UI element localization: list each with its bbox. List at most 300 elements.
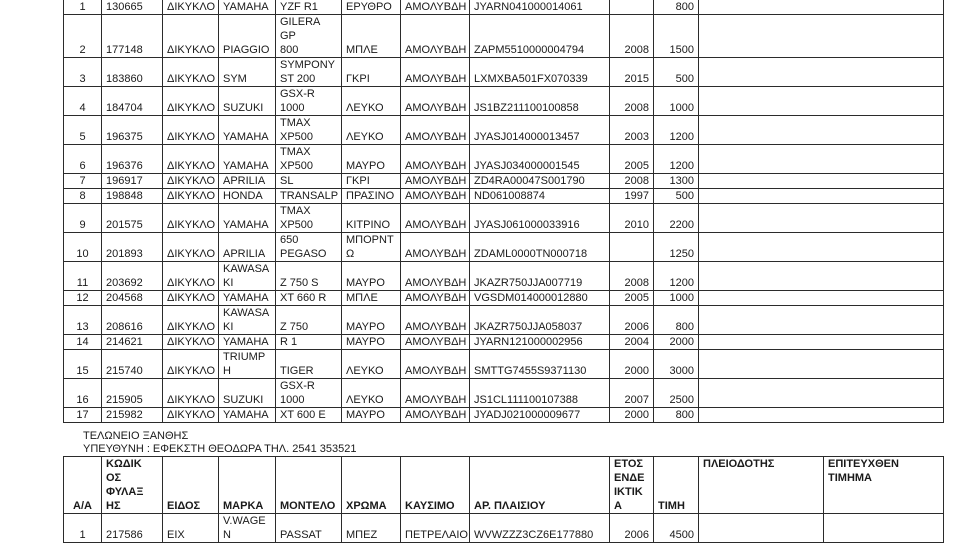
cell-model bbox=[276, 145, 342, 174]
cell-model bbox=[276, 291, 342, 306]
cell-make bbox=[219, 58, 276, 87]
cell-price: 800 bbox=[654, 408, 699, 423]
table-row bbox=[64, 145, 944, 174]
cell-aa: 12 bbox=[64, 291, 102, 306]
table-row bbox=[64, 204, 944, 233]
cell-make-line: APRILIA bbox=[223, 248, 266, 260]
header-achieved bbox=[824, 457, 944, 514]
cell-year: 1997 bbox=[610, 189, 654, 204]
cell-make-line: SUZUKI bbox=[223, 394, 264, 406]
cell-fuel: ΑΜΟΛΥΒΔΗ bbox=[401, 0, 470, 15]
cell-fuel: ΑΜΟΛΥΒΔΗ bbox=[401, 408, 470, 423]
cell-model-line: 650 bbox=[280, 234, 299, 246]
cell-aa: 15 bbox=[64, 350, 102, 379]
cell-fuel: ΑΜΟΛΥΒΔΗ bbox=[401, 189, 470, 204]
cell-model-line: 1000 bbox=[280, 394, 305, 406]
cell-make bbox=[219, 145, 276, 174]
cell-year bbox=[610, 0, 654, 15]
cell-model bbox=[276, 350, 342, 379]
cell-year: 2010 bbox=[610, 204, 654, 233]
cell-make-line: YAMAHA bbox=[223, 292, 269, 304]
table-row bbox=[64, 350, 944, 379]
cell-color-line: ΜΑΥΡΟ bbox=[346, 160, 385, 172]
cell-fuel: ΑΜΟΛΥΒΔΗ bbox=[401, 204, 470, 233]
cell-color-line: ΜΑΥΡΟ bbox=[346, 336, 385, 348]
table-row bbox=[64, 15, 944, 58]
customs-office-label: ΤΕΛΩΝΕΙΟ ΞΑΝΘΗΣ bbox=[83, 430, 189, 442]
cell-price: 1200 bbox=[654, 262, 699, 291]
cell-chassis: JYASJ014000013457 bbox=[470, 116, 610, 145]
cell-make bbox=[219, 204, 276, 233]
table-row bbox=[64, 116, 944, 145]
cell-blank bbox=[699, 58, 944, 87]
cell-make-line: YAMAHA bbox=[223, 160, 269, 172]
cell-model-line: TIGER bbox=[280, 365, 314, 377]
cell-model-line: GSX-R bbox=[280, 380, 315, 392]
cell-color-line: ΜΑΥΡΟ bbox=[346, 277, 385, 289]
cell-year: 2005 bbox=[610, 291, 654, 306]
cell-code: 215982 bbox=[102, 408, 163, 423]
cell-chassis: JS1CL111100107388 bbox=[470, 379, 610, 408]
cell-code: 184704 bbox=[102, 87, 163, 116]
header-year-line: Α bbox=[614, 500, 622, 512]
cell-model bbox=[276, 262, 342, 291]
header-code-line: ΚΩΔΙΚ bbox=[106, 458, 142, 470]
cell-model bbox=[276, 87, 342, 116]
cell-code: 183860 bbox=[102, 58, 163, 87]
cell-year: 2008 bbox=[610, 15, 654, 58]
cell-make-line: YAMAHA bbox=[223, 131, 269, 143]
cell-year: 2003 bbox=[610, 116, 654, 145]
cell-aa: 3 bbox=[64, 58, 102, 87]
cell-blank bbox=[699, 262, 944, 291]
cell-year bbox=[610, 233, 654, 262]
cell-make bbox=[219, 87, 276, 116]
cell-aa: 10 bbox=[64, 233, 102, 262]
cell-make bbox=[219, 189, 276, 204]
cell-fuel: ΑΜΟΛΥΒΔΗ bbox=[401, 15, 470, 58]
header-code bbox=[102, 457, 163, 514]
cell-price: 3000 bbox=[654, 350, 699, 379]
cell-aa: 17 bbox=[64, 408, 102, 423]
cell-aa: 8 bbox=[64, 189, 102, 204]
responsible-contact-label: ΥΠΕΥΘΥΝΗ : ΕΦΕΚΣΤΗ ΘΕΟΔΩΡΑ ΤΗΛ. 2541 353521 bbox=[83, 443, 357, 455]
cell-color bbox=[342, 335, 401, 350]
cell-color-line: ΛΕΥΚΟ bbox=[346, 102, 384, 114]
cell-model-line: 800 bbox=[280, 44, 299, 56]
cell-make bbox=[219, 379, 276, 408]
cell-code: 196376 bbox=[102, 145, 163, 174]
cell-model-line: XP500 bbox=[280, 219, 314, 231]
cell-price: 2200 bbox=[654, 204, 699, 233]
cell-model bbox=[276, 233, 342, 262]
cell-code: 214621 bbox=[102, 335, 163, 350]
cell-make bbox=[219, 335, 276, 350]
cell-type: ΔΙΚΥΚΛΟ bbox=[163, 379, 219, 408]
cell-model-line: TRANSALP bbox=[280, 190, 339, 202]
table-row bbox=[64, 189, 944, 204]
cell-year: 2000 bbox=[610, 408, 654, 423]
cell-make-line: APRILIA bbox=[223, 175, 266, 187]
cell-type: ΔΙΚΥΚΛΟ bbox=[163, 145, 219, 174]
cell-fuel: ΑΜΟΛΥΒΔΗ bbox=[401, 291, 470, 306]
header-fuel: ΚΑΥΣΙΜΟ bbox=[401, 457, 470, 514]
cell-price: 1200 bbox=[654, 116, 699, 145]
cell-model bbox=[276, 15, 342, 58]
cell-model-line: XP500 bbox=[280, 131, 314, 143]
cell-make-line: KI bbox=[223, 277, 234, 289]
cell-model-line: YZF R1 bbox=[280, 1, 318, 13]
header-aa: Α/Α bbox=[64, 457, 102, 514]
cell-color bbox=[342, 145, 401, 174]
cell-make bbox=[219, 0, 276, 15]
cell-color-line: ΜΠΛΕ bbox=[346, 44, 378, 56]
cell-code: 130665 bbox=[102, 0, 163, 15]
cell-color-line: ΜΑΥΡΟ bbox=[346, 409, 385, 421]
cell-make bbox=[219, 350, 276, 379]
cell-blank bbox=[699, 189, 944, 204]
cell-code: 196917 bbox=[102, 174, 163, 189]
cell-chassis: ND061008874 bbox=[470, 189, 610, 204]
cell-type: ΔΙΚΥΚΛΟ bbox=[163, 15, 219, 58]
cell-make bbox=[219, 233, 276, 262]
cell-model-line: SYMPONY bbox=[280, 59, 336, 71]
cell-model-line: XP500 bbox=[280, 160, 314, 172]
cell-code: 217586 bbox=[102, 514, 163, 543]
cell-model-line: 1000 bbox=[280, 102, 305, 114]
header-year-line: ΕΤΟΣ bbox=[614, 458, 644, 470]
cell-color bbox=[342, 174, 401, 189]
cell-color bbox=[342, 262, 401, 291]
header-make: ΜΑΡΚΑ bbox=[219, 457, 276, 514]
cell-chassis: JKAZR750JJA007719 bbox=[470, 262, 610, 291]
cell-type: ΔΙΚΥΚΛΟ bbox=[163, 233, 219, 262]
cell-color-line: ΓΚΡΙ bbox=[346, 73, 370, 85]
cell-model-line: Z 750 bbox=[280, 321, 309, 333]
cell-blank bbox=[699, 350, 944, 379]
cell-make-line: TRIUMP bbox=[223, 351, 266, 363]
cell-color-line: ΜΑΥΡΟ bbox=[346, 321, 385, 333]
cell-price: 800 bbox=[654, 0, 699, 15]
cell-aa: 16 bbox=[64, 379, 102, 408]
cell-aa: 7 bbox=[64, 174, 102, 189]
cell-year: 2008 bbox=[610, 87, 654, 116]
header-price: ΤΙΜΗ bbox=[654, 457, 699, 514]
cell-chassis: JS1BZ211100100858 bbox=[470, 87, 610, 116]
cell-price: 1000 bbox=[654, 87, 699, 116]
header-achieved-line: ΕΠΙΤΕΥΧΘΕΝ bbox=[828, 458, 899, 470]
cell-color bbox=[342, 116, 401, 145]
cell-aa: 11 bbox=[64, 262, 102, 291]
cell-model-line: TMAX bbox=[280, 117, 311, 129]
cell-model-line: R 1 bbox=[280, 336, 298, 348]
cell-make-line: YAMAHA bbox=[223, 219, 269, 231]
cell-model bbox=[276, 0, 342, 15]
cell-code: 177148 bbox=[102, 15, 163, 58]
cell-color bbox=[342, 306, 401, 335]
cell-chassis: JYADJ021000009677 bbox=[470, 408, 610, 423]
cell-aa: 1 bbox=[64, 0, 102, 15]
header-chassis: ΑΡ. ΠΛΑΙΣΙΟΥ bbox=[470, 457, 610, 514]
cell-model-line: XT 600 E bbox=[280, 409, 326, 421]
cell-type: ΔΙΚΥΚΛΟ bbox=[163, 0, 219, 15]
cell-year: 2000 bbox=[610, 350, 654, 379]
cell-model-line: SL bbox=[280, 175, 294, 187]
cell-chassis: VGSDM014000012880 bbox=[470, 291, 610, 306]
cell-color-line: ΠΡΑΣΙΝΟ bbox=[346, 190, 395, 202]
cell-type: ΔΙΚΥΚΛΟ bbox=[163, 262, 219, 291]
cell-fuel: ΑΜΟΛΥΒΔΗ bbox=[401, 379, 470, 408]
vehicles-table-cars bbox=[63, 456, 944, 543]
cell-price: 4500 bbox=[654, 514, 699, 543]
cell-year: 2015 bbox=[610, 58, 654, 87]
cell-fuel: ΑΜΟΛΥΒΔΗ bbox=[401, 306, 470, 335]
header-code-line: ΗΣ bbox=[106, 500, 121, 512]
cell-model-line: TMAX bbox=[280, 146, 311, 158]
cell-model bbox=[276, 58, 342, 87]
cell-make-line: KAWASA bbox=[223, 263, 270, 275]
cell-model-line: Z 750 S bbox=[280, 277, 319, 289]
cell-make bbox=[219, 174, 276, 189]
cell-price: 800 bbox=[654, 306, 699, 335]
cell-type: ΔΙΚΥΚΛΟ bbox=[163, 335, 219, 350]
cell-model-line: ST 200 bbox=[280, 73, 316, 85]
cell-color-line: ΚΙΤΡΙΝΟ bbox=[346, 219, 391, 231]
cell-code: 201575 bbox=[102, 204, 163, 233]
cell-blank bbox=[699, 233, 944, 262]
cell-year: 2006 bbox=[610, 306, 654, 335]
cell-type: ΔΙΚΥΚΛΟ bbox=[163, 189, 219, 204]
cell-fuel: ΑΜΟΛΥΒΔΗ bbox=[401, 58, 470, 87]
table-row bbox=[64, 174, 944, 189]
cell-fuel: ΑΜΟΛΥΒΔΗ bbox=[401, 335, 470, 350]
cell-price: 2000 bbox=[654, 335, 699, 350]
cell-color-line: ΜΠΟΡΝΤ bbox=[346, 234, 394, 246]
cell-type: ΕΙΧ bbox=[163, 514, 219, 543]
header-bidder: ΠΛΕΙΟΔΟΤΗΣ bbox=[699, 457, 824, 514]
cell-make-line: KAWASA bbox=[223, 307, 270, 319]
cell-color: ΜΠΕΖ bbox=[342, 514, 401, 543]
cell-make-line: YAMAHA bbox=[223, 336, 269, 348]
cell-price: 1250 bbox=[654, 233, 699, 262]
cell-code: 196375 bbox=[102, 116, 163, 145]
cell-model-line: XT 660 R bbox=[280, 292, 327, 304]
cell-type: ΔΙΚΥΚΛΟ bbox=[163, 116, 219, 145]
cell-bidder bbox=[699, 514, 824, 543]
header-year bbox=[610, 457, 654, 514]
table-row bbox=[64, 335, 944, 350]
cell-model bbox=[276, 306, 342, 335]
cell-blank bbox=[699, 174, 944, 189]
cell-color-line: ΓΚΡΙ bbox=[346, 175, 370, 187]
cell-make bbox=[219, 116, 276, 145]
cell-price: 500 bbox=[654, 58, 699, 87]
cell-fuel: ΠΕΤΡΕΛΑΙΟ bbox=[401, 514, 470, 543]
cell-color-line: ΜΠΛΕ bbox=[346, 292, 378, 304]
cell-price: 1000 bbox=[654, 291, 699, 306]
cell-color bbox=[342, 15, 401, 58]
cell-model bbox=[276, 189, 342, 204]
cell-aa: 13 bbox=[64, 306, 102, 335]
cell-make bbox=[219, 408, 276, 423]
vehicles-table-motorcycles bbox=[63, 0, 944, 423]
header-year-line: ΙΚΤΙΚ bbox=[614, 486, 643, 498]
cell-color bbox=[342, 204, 401, 233]
cell-price: 1200 bbox=[654, 145, 699, 174]
header-year-line: ΕΝΔΕ bbox=[614, 472, 645, 484]
cell-type: ΔΙΚΥΚΛΟ bbox=[163, 350, 219, 379]
cell-blank bbox=[699, 291, 944, 306]
cell-color bbox=[342, 58, 401, 87]
cell-type: ΔΙΚΥΚΛΟ bbox=[163, 204, 219, 233]
cell-color bbox=[342, 379, 401, 408]
cell-color bbox=[342, 233, 401, 262]
cell-aa: 9 bbox=[64, 204, 102, 233]
cell-chassis: JYARN041000014061 bbox=[470, 0, 610, 15]
cell-color bbox=[342, 408, 401, 423]
cell-code: 208616 bbox=[102, 306, 163, 335]
cell-achieved bbox=[824, 514, 944, 543]
cell-model-line: GILERA GP bbox=[280, 16, 320, 42]
table-row bbox=[64, 262, 944, 291]
header-code-line: ΦΥΛΑΞ bbox=[106, 486, 144, 498]
cell-model bbox=[276, 379, 342, 408]
cell-blank bbox=[699, 116, 944, 145]
cell-code: 215905 bbox=[102, 379, 163, 408]
cell-make-line: YAMAHA bbox=[223, 1, 269, 13]
header-code-line: ΟΣ bbox=[106, 472, 122, 484]
cell-model bbox=[276, 116, 342, 145]
cell-make bbox=[219, 291, 276, 306]
cell-color-line: ΛΕΥΚΟ bbox=[346, 365, 384, 377]
cell-color bbox=[342, 87, 401, 116]
cell-color bbox=[342, 350, 401, 379]
cell-chassis: LXMXBA501FX070339 bbox=[470, 58, 610, 87]
cell-code: 215740 bbox=[102, 350, 163, 379]
cell-price: 500 bbox=[654, 189, 699, 204]
cell-blank bbox=[699, 335, 944, 350]
cell-blank bbox=[699, 408, 944, 423]
header-achieved-line: ΤΙΜΗΜΑ bbox=[828, 472, 872, 484]
cell-color-line: Ω bbox=[346, 248, 355, 260]
header-model: ΜΟΝΤΕΛΟ bbox=[276, 457, 342, 514]
cell-color-line: ΛΕΥΚΟ bbox=[346, 394, 384, 406]
cell-blank bbox=[699, 87, 944, 116]
cell-blank bbox=[699, 15, 944, 58]
cell-year: 2006 bbox=[610, 514, 654, 543]
cell-aa: 1 bbox=[64, 514, 102, 543]
cell-model bbox=[276, 174, 342, 189]
cell-make-line: N bbox=[223, 529, 231, 541]
cell-make-line: SYM bbox=[223, 73, 247, 85]
cell-aa: 6 bbox=[64, 145, 102, 174]
cell-fuel: ΑΜΟΛΥΒΔΗ bbox=[401, 350, 470, 379]
table-row bbox=[64, 379, 944, 408]
cell-blank bbox=[699, 0, 944, 15]
cell-type: ΔΙΚΥΚΛΟ bbox=[163, 408, 219, 423]
cell-chassis: JYARN121000002956 bbox=[470, 335, 610, 350]
cell-price: 1500 bbox=[654, 15, 699, 58]
cell-code: 204568 bbox=[102, 291, 163, 306]
cell-model bbox=[276, 335, 342, 350]
table-row bbox=[64, 291, 944, 306]
table-row bbox=[64, 408, 944, 423]
table-row bbox=[64, 0, 944, 15]
cell-type: ΔΙΚΥΚΛΟ bbox=[163, 174, 219, 189]
cell-model bbox=[276, 408, 342, 423]
cell-make-line: PIAGGIO bbox=[223, 44, 270, 56]
cell-code: 203692 bbox=[102, 262, 163, 291]
cell-make bbox=[219, 306, 276, 335]
cell-chassis: WVWZZZ3CZ6E177880 bbox=[470, 514, 610, 543]
cell-type: ΔΙΚΥΚΛΟ bbox=[163, 58, 219, 87]
cell-make bbox=[219, 262, 276, 291]
cell-color-line: ΕΡΥΘΡΟ bbox=[346, 1, 392, 13]
cell-make-line: H bbox=[223, 365, 231, 377]
cell-year: 2008 bbox=[610, 262, 654, 291]
cell-type: ΔΙΚΥΚΛΟ bbox=[163, 291, 219, 306]
table-row bbox=[64, 306, 944, 335]
cell-blank bbox=[699, 306, 944, 335]
cell-color-line: ΛΕΥΚΟ bbox=[346, 131, 384, 143]
cell-year: 2008 bbox=[610, 174, 654, 189]
cell-type: ΔΙΚΥΚΛΟ bbox=[163, 87, 219, 116]
cell-blank bbox=[699, 379, 944, 408]
cell-blank bbox=[699, 204, 944, 233]
cell-make-line: KI bbox=[223, 321, 234, 333]
table-header-row bbox=[64, 457, 944, 514]
cell-year: 2005 bbox=[610, 145, 654, 174]
cell-color bbox=[342, 0, 401, 15]
cell-chassis: JKAZR750JJA058037 bbox=[470, 306, 610, 335]
cell-fuel: ΑΜΟΛΥΒΔΗ bbox=[401, 116, 470, 145]
cell-aa: 2 bbox=[64, 15, 102, 58]
cell-make-line: V.WAGE bbox=[223, 515, 266, 527]
cell-fuel: ΑΜΟΛΥΒΔΗ bbox=[401, 174, 470, 189]
cell-make-line: SUZUKI bbox=[223, 102, 264, 114]
cell-color bbox=[342, 291, 401, 306]
cell-fuel: ΑΜΟΛΥΒΔΗ bbox=[401, 87, 470, 116]
cell-code: 198848 bbox=[102, 189, 163, 204]
cell-aa: 14 bbox=[64, 335, 102, 350]
cell-model-line: PEGASO bbox=[280, 248, 327, 260]
cell-make-line: HONDA bbox=[223, 190, 263, 202]
cell-fuel: ΑΜΟΛΥΒΔΗ bbox=[401, 262, 470, 291]
cell-chassis: JYASJ034000001545 bbox=[470, 145, 610, 174]
cell-make bbox=[219, 514, 276, 543]
header-color: ΧΡΩΜΑ bbox=[342, 457, 401, 514]
header-type: ΕΙΔΟΣ bbox=[163, 457, 219, 514]
cell-model-line: GSX-R bbox=[280, 88, 315, 100]
cell-color bbox=[342, 189, 401, 204]
cell-price: 2500 bbox=[654, 379, 699, 408]
cell-model bbox=[276, 204, 342, 233]
table-row bbox=[64, 514, 944, 543]
cell-aa: 5 bbox=[64, 116, 102, 145]
cell-make bbox=[219, 15, 276, 58]
cell-fuel: ΑΜΟΛΥΒΔΗ bbox=[401, 145, 470, 174]
cell-blank bbox=[699, 145, 944, 174]
cell-model-line: TMAX bbox=[280, 205, 311, 217]
cell-chassis: ZAPM5510000004794 bbox=[470, 15, 610, 58]
cell-chassis: SMTTG7455S9371130 bbox=[470, 350, 610, 379]
cell-year: 2004 bbox=[610, 335, 654, 350]
cell-fuel: ΑΜΟΛΥΒΔΗ bbox=[401, 233, 470, 262]
table-row bbox=[64, 233, 944, 262]
cell-model: PASSAT bbox=[276, 514, 342, 543]
cell-make-line: YAMAHA bbox=[223, 409, 269, 421]
cell-chassis: ZD4RA00047S001790 bbox=[470, 174, 610, 189]
